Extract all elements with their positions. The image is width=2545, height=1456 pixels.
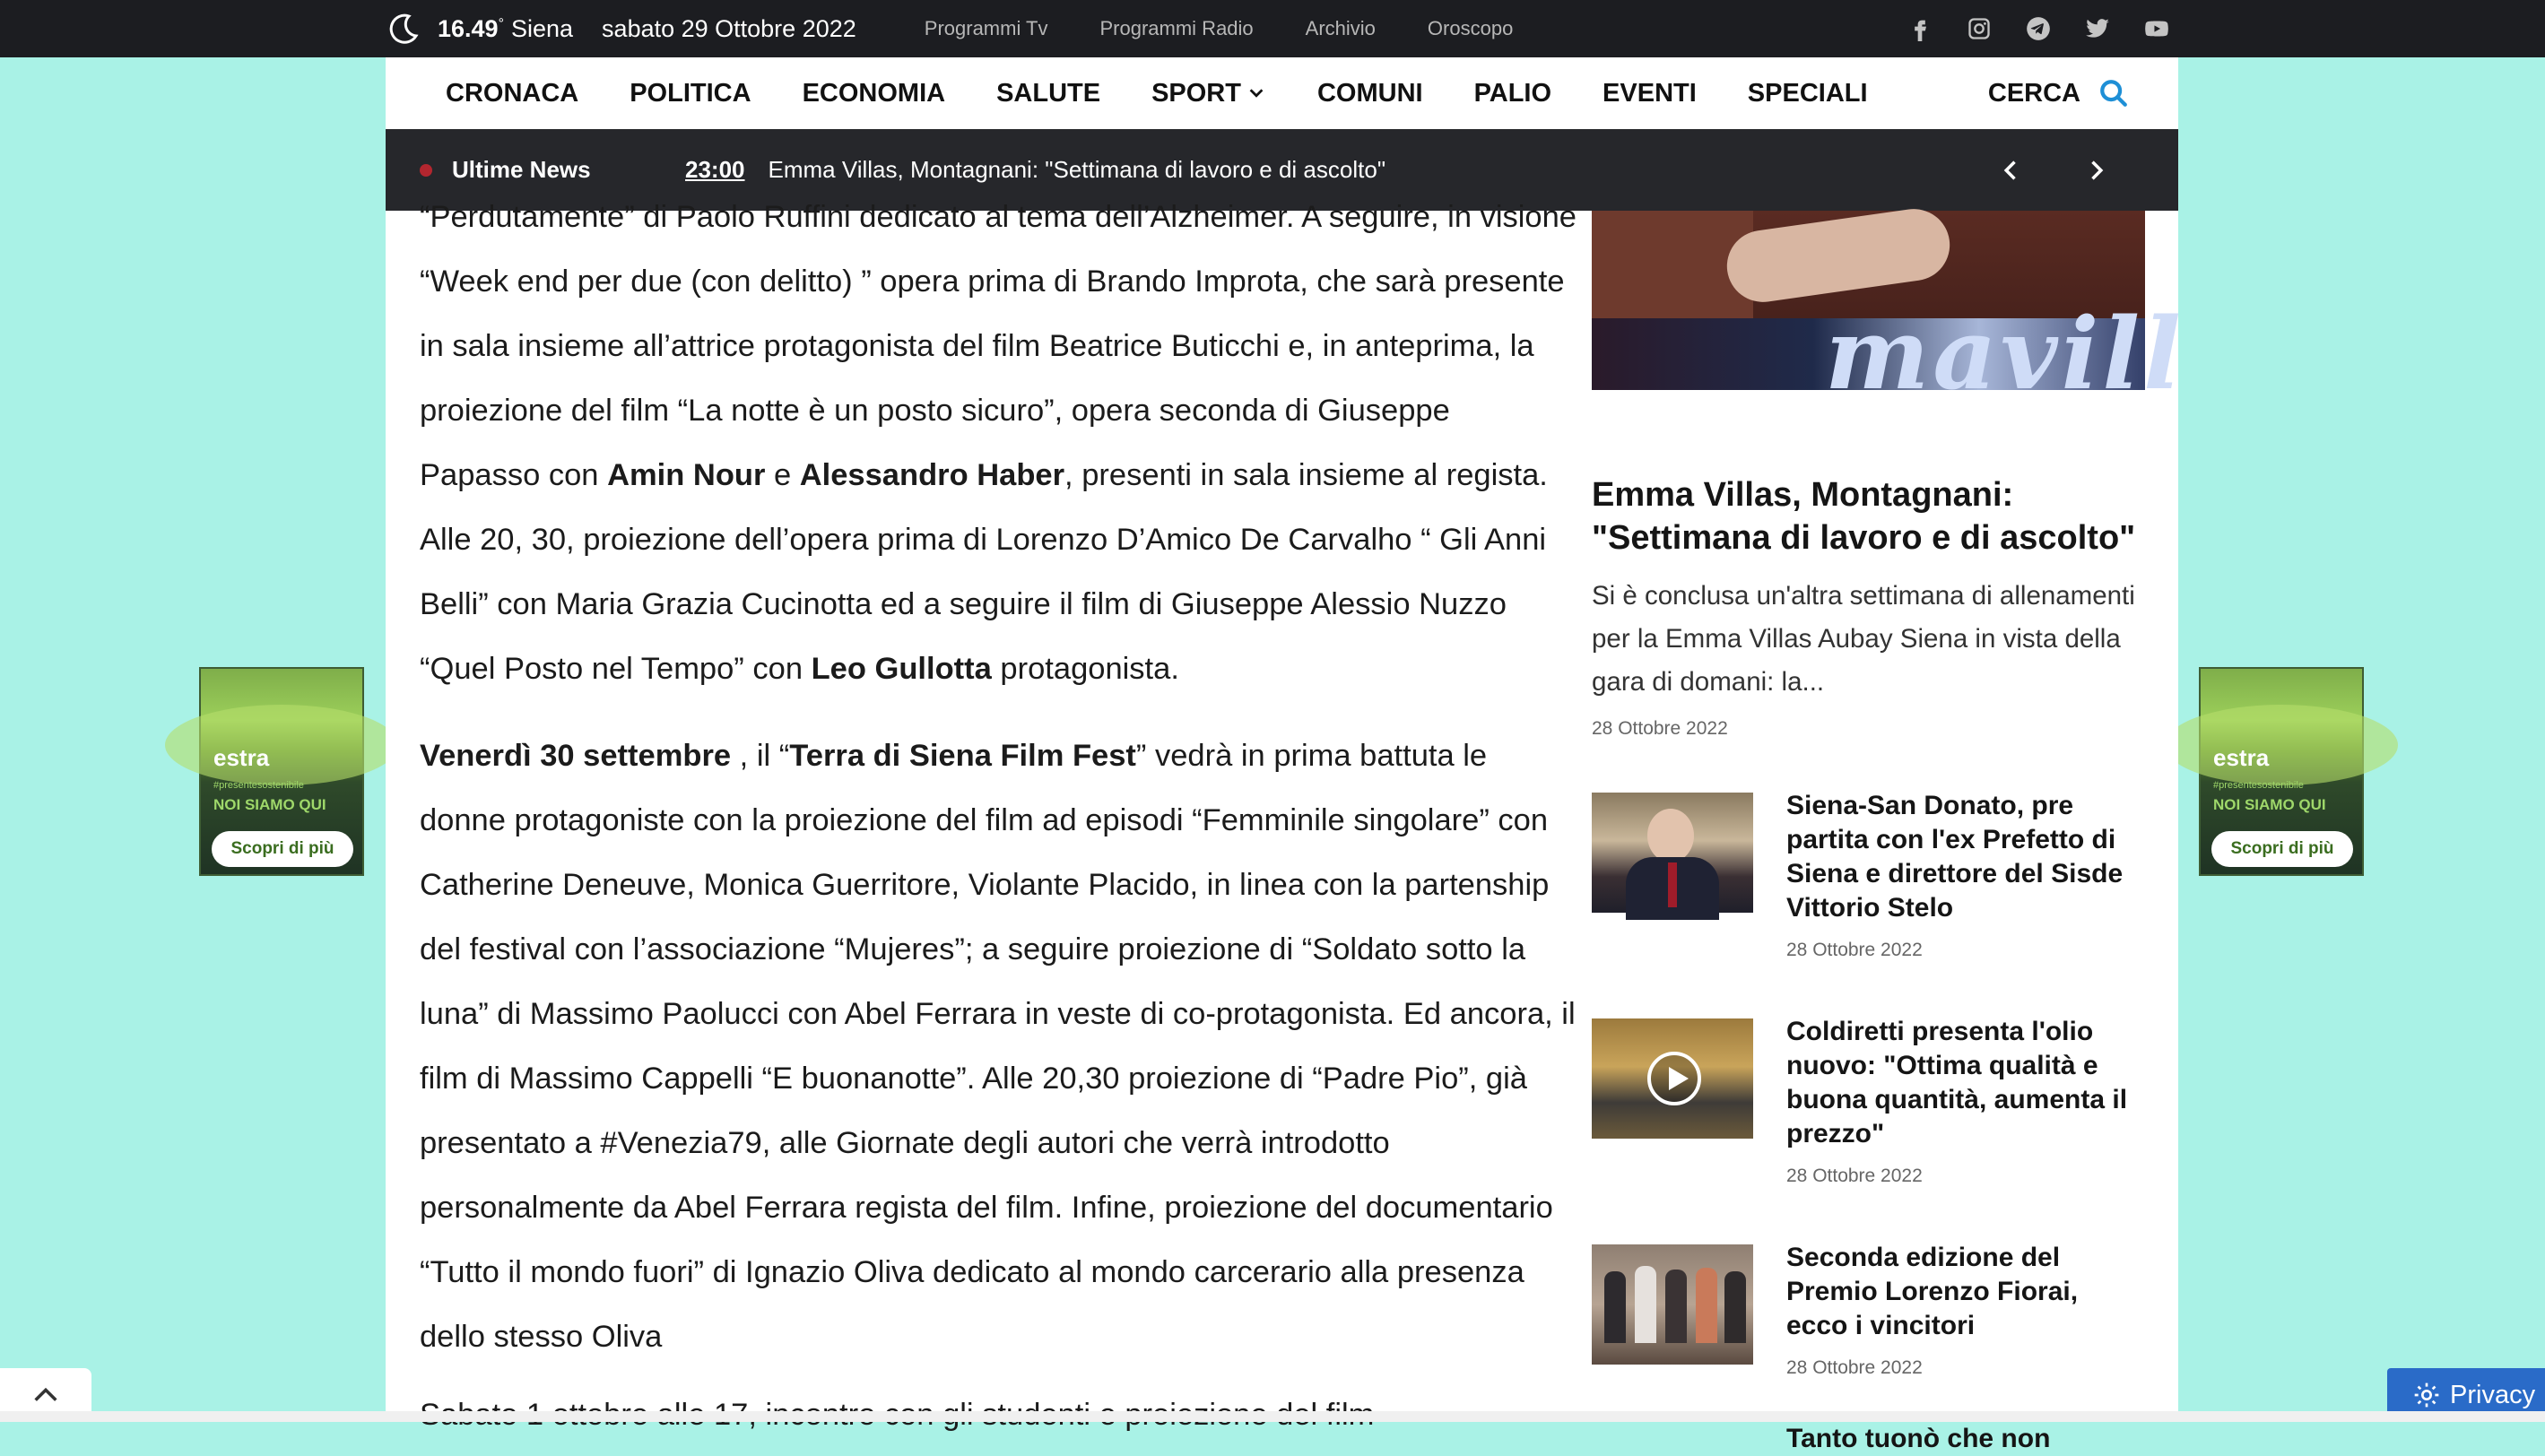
facebook-icon[interactable]	[1907, 16, 1933, 41]
ad-cta-button[interactable]: Scopri di più	[2211, 831, 2353, 867]
hero-news-excerpt: Si è conclusa un'altra settimana di allenamenti per la Emma Villas Aubay Siena in vista della gara di domani: la...	[1592, 581, 2135, 697]
link-programmi-tv[interactable]: Programmi Tv	[924, 17, 1048, 39]
thumb-person	[1665, 1270, 1687, 1343]
nav-cronaca[interactable]: CRONACA	[446, 78, 579, 108]
ad-brand: estra	[2213, 744, 2270, 771]
nav-salute[interactable]: SALUTE	[996, 78, 1101, 108]
ad-brand: estra	[213, 744, 270, 771]
ad-banner-right[interactable]	[2199, 667, 2364, 876]
nav-comuni[interactable]: COMUNI	[1316, 78, 1423, 108]
news-title[interactable]: Coldiretti presenta l'olio nuovo: "Ottima qualità e buona quantità, aumenta il prezzo"	[1786, 1017, 2128, 1148]
news-title[interactable]: Tanto tuonò che non	[1786, 1424, 2051, 1453]
ad-slogan: NOI SIAMO QUI	[213, 796, 326, 813]
telegram-icon[interactable]	[2026, 16, 2051, 41]
ad-hashtag: #presentesostenibile	[213, 780, 304, 791]
gear-icon	[2412, 1381, 2441, 1409]
nav-economia[interactable]: ECONOMIA	[802, 78, 946, 108]
link-oroscopo[interactable]: Oroscopo	[1427, 17, 1514, 39]
youtube-icon[interactable]	[2144, 16, 2169, 41]
search-label: CERCA	[1987, 78, 2080, 108]
ad-hashtag: #presentesostenibile	[2213, 780, 2304, 791]
social-links	[1907, 0, 2178, 57]
nav-palio[interactable]: PALIO	[1473, 78, 1552, 108]
nav-speciali[interactable]: SPECIALI	[1747, 78, 1868, 108]
thumb-person	[1724, 1271, 1746, 1343]
main-container	[386, 57, 2185, 1453]
weather-city: Siena	[510, 14, 574, 42]
hero-news-image[interactable]	[1592, 211, 2185, 412]
ticker-prev-icon[interactable]	[1999, 158, 2024, 183]
top-bar	[0, 0, 2545, 57]
news-thumbnail[interactable]	[1592, 1244, 1753, 1365]
news-thumbnail[interactable]	[1592, 1018, 1753, 1139]
hero-news-title[interactable]: Emma Villas, Montagnani: "Settimana di lavoro e di ascolto"	[1592, 476, 2136, 557]
privacy-label: Privacy	[2450, 1380, 2536, 1409]
nav-sport[interactable]: SPORT	[1151, 79, 1266, 108]
moon-icon	[386, 11, 421, 47]
article-paragraph: “Perdutamente” di Paolo Ruffini dedicato al tema dell’Alzheimer. A seguire, in visione “Week end per due (con delitto) ” opera prima di Brando Improta, che sarà presente in sala insieme all’attrice protagonista del film Beatrice Buticchi e, in anteprima, la proiezione del film “La notte è un posto sicuro”, opera seconda di Giuseppe Papasso con Amin Nour e Alessandro Haber, presenti in sala insieme al regista. Alle 20, 30, proiezione dell’opera prima di Lorenzo D’Amico De Carvalho “ Gli Anni Belli” con Maria Grazia Cucinotta ed a seguire il film di Giuseppe Alessio Nuzzo “Quel Posto nel Tempo” con Leo Gullotta protagonista.	[420, 200, 1577, 686]
ticker-label: Ultime News	[452, 156, 591, 183]
ad-cta-button[interactable]: Scopri di più	[212, 831, 353, 867]
main-nav	[386, 57, 2178, 129]
thumb-face	[1647, 809, 1694, 862]
news-thumbnail[interactable]	[1592, 793, 1753, 913]
hero-news-date: 28 Ottobre 2022	[1592, 718, 1728, 739]
ticker-headline[interactable]: Emma Villas, Montagnani: "Settimana di lavoro e di ascolto"	[768, 156, 1386, 183]
search-button[interactable]	[1988, 57, 2129, 129]
thumb-tie	[1668, 862, 1677, 907]
live-dot-icon	[420, 164, 432, 177]
thumb-person	[1696, 1268, 1717, 1343]
twitter-icon[interactable]	[2085, 16, 2110, 41]
news-date: 28 Ottobre 2022	[1786, 1357, 1923, 1378]
link-programmi-radio[interactable]: Programmi Radio	[1099, 17, 1254, 39]
ticker-next-icon[interactable]	[2083, 158, 2108, 183]
bottom-strip	[0, 1411, 2545, 1422]
search-icon	[2098, 78, 2129, 108]
news-date: 28 Ottobre 2022	[1786, 940, 1923, 960]
instagram-icon[interactable]	[1967, 16, 1992, 41]
play-icon[interactable]	[1647, 1052, 1701, 1105]
ad-banner-left[interactable]	[199, 667, 364, 876]
thumb-person	[1635, 1266, 1656, 1343]
current-date: sabato 29 Ottobre 2022	[602, 14, 856, 42]
ad-landscape	[2165, 705, 2398, 785]
article-paragraph: Venerdì 30 settembre , il “Terra di Siena Film Fest” vedrà in prima battuta le donne protagoniste con la proiezione del film ad episodi “Femminile singolare” con Catherine Deneuve, Monica Guerritore, Violante Placido, in linea con la partenship del festival con l’associazione “Mujeres”; a seguire proiezione di “Soldato sotto la luna” di Massimo Paolucci con Abel Ferrara in veste di co-protagonista. Ed ancora, il film di Massimo Cappelli “E buonanotte”. Alle 20,30 proiezione di “Padre Pio”, già presentato a #Venezia79, alle Giornate degli autori che verrà introdotto personalmente da Abel Ferrara regista del film. Infine, proiezione del documentario “Tutto il mondo fuori” di Ignazio Oliva dedicato al mondo carcerario alla presenza dello stesso Oliva	[420, 739, 1576, 1354]
nav-politica[interactable]: POLITICA	[630, 78, 751, 108]
thumb-person	[1604, 1271, 1626, 1343]
ad-slogan: NOI SIAMO QUI	[2213, 796, 2326, 813]
image-banner-text: mavill	[1825, 296, 2185, 412]
image-arm	[1723, 204, 1955, 307]
sidebar-news	[1592, 211, 2185, 1453]
chevron-down-icon	[1246, 83, 1266, 103]
ad-landscape	[165, 705, 398, 785]
article-body	[420, 200, 1577, 1422]
weather-temperature: 16.49°	[438, 14, 504, 42]
nav-eventi[interactable]: EVENTI	[1603, 78, 1697, 108]
ticker-time: 23:00	[685, 156, 745, 183]
link-archivio[interactable]: Archivio	[1305, 17, 1376, 39]
news-date: 28 Ottobre 2022	[1786, 1166, 1923, 1186]
news-title[interactable]: Seconda edizione del Premio Lorenzo Fiorai, ecco i vincitori	[1786, 1243, 2079, 1340]
chevron-up-icon	[30, 1380, 61, 1410]
news-title[interactable]: Siena-San Donato, pre partita con l'ex Prefetto di Siena e direttore del Sisde Vittorio Stelo	[1786, 791, 2124, 923]
